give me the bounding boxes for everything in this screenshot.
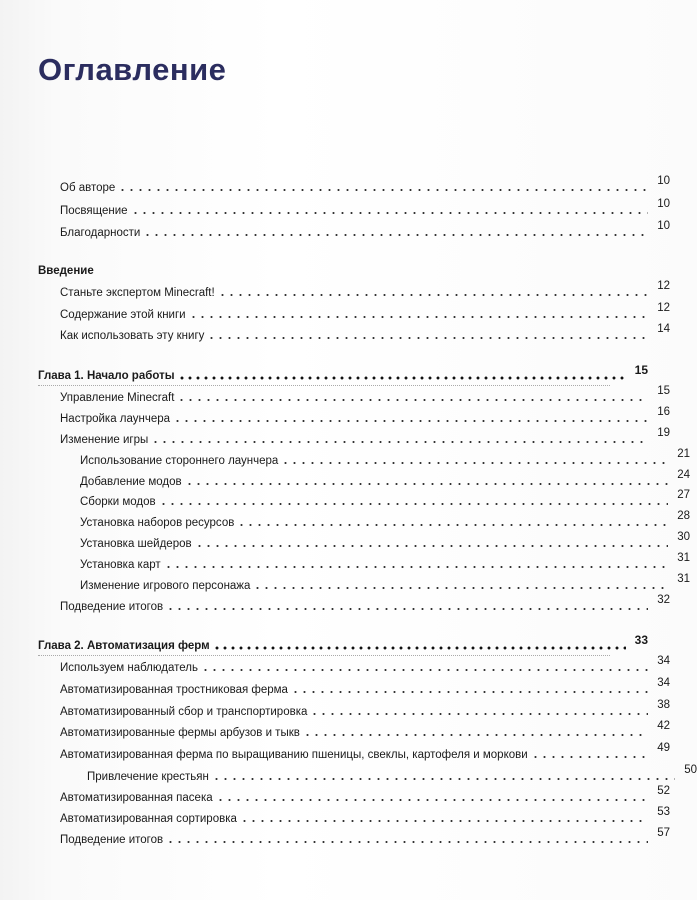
toc-entry[interactable] [0, 594, 670, 614]
toc-entry-page: 34 [657, 677, 670, 689]
dot-leader [303, 733, 648, 737]
toc-entry-page: 19 [657, 427, 670, 439]
toc-entry-page: 10 [657, 198, 670, 210]
toc-entry[interactable] [0, 827, 670, 847]
toc-entry-label: Как использовать эту книгу [60, 330, 205, 342]
chapter-page: 33 [634, 633, 648, 647]
dot-leader [237, 523, 668, 527]
dot-leader [178, 376, 626, 380]
toc-entry[interactable] [0, 323, 670, 343]
dot-leader [131, 211, 648, 215]
dot-leader [185, 482, 668, 486]
dot-leader [118, 188, 648, 192]
toc-entry-label: Добавление модов [80, 476, 182, 488]
dot-leader [201, 668, 648, 672]
toc-entry-label: Станьте экспертом Minecraft! [60, 287, 215, 299]
toc-entry-page: 28 [677, 510, 690, 522]
toc-entry-page: 32 [657, 594, 670, 606]
toc-entry[interactable] [0, 655, 670, 675]
dot-leader [291, 690, 648, 694]
toc-entry-label: Установка карт [80, 559, 161, 571]
dot-leader [218, 293, 648, 297]
toc-entry-label: Изменение игрового персонажа [80, 580, 251, 592]
toc-entry[interactable] [0, 785, 670, 805]
dot-leader [151, 440, 648, 444]
dot-leader [189, 315, 648, 319]
toc-entry[interactable] [0, 427, 670, 447]
toc-entry[interactable] [0, 280, 670, 300]
toc-entry-page: 30 [677, 531, 690, 543]
toc-entry-page: 50 [684, 764, 697, 776]
toc-entry-page: 16 [657, 406, 670, 418]
toc-entry-page: 34 [657, 655, 670, 667]
toc-entry-label: Установка наборов ресурсов [80, 517, 235, 529]
toc-entry-page: 42 [657, 720, 670, 732]
chapter-title: Глава 1. Начало работы [38, 370, 175, 382]
toc-entry-label: Благодарности [60, 227, 141, 239]
dot-leader [173, 419, 648, 423]
toc-entry-page: 31 [677, 573, 690, 585]
toc-entry-label: Автоматизированная ферма по выращиванию пшеницы, свеклы, картофеля и моркови [60, 749, 528, 761]
section-heading-introduction[interactable]: Введение [38, 265, 94, 277]
toc-entry-page: 12 [657, 280, 670, 292]
dot-leader [177, 398, 648, 402]
dot-leader [166, 840, 648, 844]
dot-leader [212, 777, 675, 781]
toc-entry[interactable] [0, 406, 670, 426]
toc-entry-label: Автоматизированная сортировка [60, 813, 237, 825]
toc-entry[interactable] [0, 699, 670, 719]
toc-subentry[interactable] [0, 469, 690, 489]
toc-entry[interactable] [0, 720, 670, 740]
toc-entry-label: Об авторе [60, 182, 116, 194]
toc-entry-label: Автоматизированный сбор и транспортировка [60, 706, 308, 718]
toc-entry[interactable] [0, 220, 670, 240]
toc-entry-page: 49 [657, 742, 670, 754]
dot-leader [216, 798, 648, 802]
dot-leader [310, 712, 648, 716]
toc-entry-page: 10 [657, 220, 670, 232]
toc-entry[interactable] [0, 742, 670, 762]
toc-entry[interactable] [0, 806, 670, 826]
toc-subentry[interactable] [0, 489, 690, 509]
toc-entry-page: 53 [657, 806, 670, 818]
toc-entry-page: 38 [657, 699, 670, 711]
toc-entry-page: 57 [657, 827, 670, 839]
dot-leader [166, 607, 648, 611]
page-title: Оглавление [38, 52, 227, 87]
toc-subentry[interactable] [0, 510, 690, 530]
dot-leader [143, 233, 648, 237]
toc-entry[interactable] [0, 302, 670, 322]
dot-leader [164, 565, 668, 569]
toc-entry[interactable] [0, 175, 670, 195]
toc-entry-label: Изменение игры [60, 434, 149, 446]
toc-entry-page: 21 [677, 448, 690, 460]
toc-entry[interactable] [0, 198, 670, 218]
toc-entry-label: Автоматизированная пасека [60, 792, 213, 804]
toc-subentry[interactable] [0, 531, 690, 551]
toc-entry-page: 15 [657, 385, 670, 397]
toc-entry-page: 12 [657, 302, 670, 314]
dot-leader [240, 819, 648, 823]
toc-subentry[interactable] [0, 764, 697, 784]
toc-entry-page: 14 [657, 323, 670, 335]
dot-leader [253, 586, 668, 590]
dot-leader [213, 646, 626, 650]
toc-subentry[interactable] [0, 448, 690, 468]
toc-entry-label: Установка шейдеров [80, 538, 192, 550]
toc-entry-label: Содержание этой книги [60, 309, 186, 321]
dot-leader [531, 755, 648, 759]
chapter-title: Глава 2. Автоматизация ферм [38, 640, 210, 652]
toc-subentry[interactable] [0, 573, 690, 593]
dot-leader [207, 336, 648, 340]
toc-entry-label: Подведение итогов [60, 834, 164, 846]
toc-subentry[interactable] [0, 552, 690, 572]
toc-entry-label: Подведение итогов [60, 601, 164, 613]
dot-leader [159, 502, 668, 506]
toc-entry-label: Использование стороннего лаунчера [80, 455, 279, 467]
toc-entry-page: 52 [657, 785, 670, 797]
toc-entry[interactable] [0, 385, 670, 405]
dot-leader [281, 461, 668, 465]
toc-entry-label: Используем наблюдатель [60, 662, 198, 674]
toc-entry-label: Управление Minecraft [60, 392, 175, 404]
toc-entry-label: Настройка лаунчера [60, 413, 171, 425]
toc-entry[interactable] [0, 677, 670, 697]
toc-entry-page: 24 [677, 469, 690, 481]
toc-entry-page: 27 [677, 489, 690, 501]
toc-entry-label: Посвящение [60, 205, 128, 217]
dot-leader [195, 544, 668, 548]
toc-entry-page: 10 [657, 175, 670, 187]
toc-entry-page: 31 [677, 552, 690, 564]
toc-entry-label: Автоматизированные фермы арбузов и тыкв [60, 727, 300, 739]
chapter-page: 15 [634, 363, 648, 377]
toc-entry-label: Автоматизированная тростниковая ферма [60, 684, 288, 696]
chapter-1-heading[interactable] [0, 363, 648, 383]
toc-entry-label: Сборки модов [80, 496, 156, 508]
chapter-2-heading[interactable] [0, 633, 648, 653]
toc-entry-label: Привлечение крестьян [87, 771, 209, 783]
